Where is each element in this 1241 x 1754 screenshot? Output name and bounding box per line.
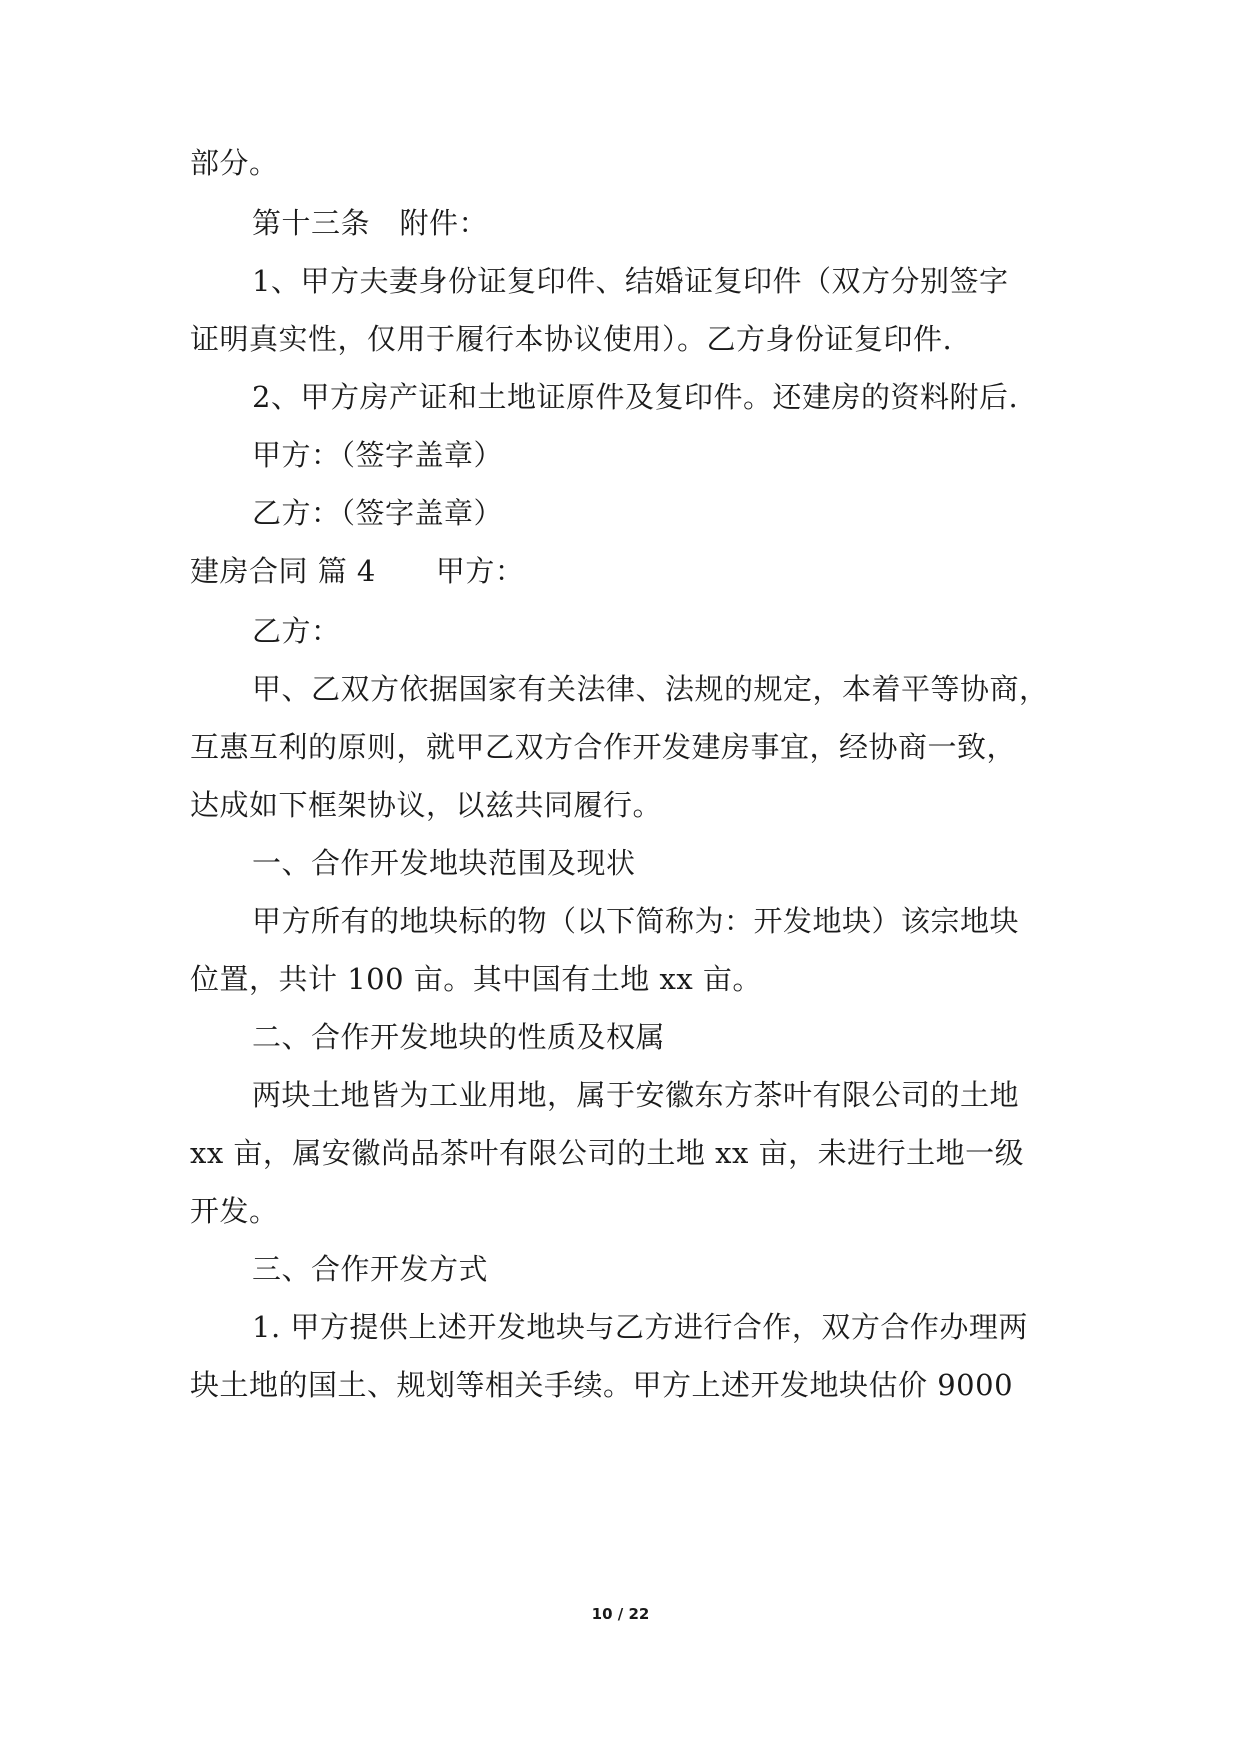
- text-line: 1、甲方夫妻身份证复印件、结婚证复印件（双方分别签字: [252, 264, 1009, 298]
- party-a-label: 甲方：: [435, 554, 525, 588]
- party-b-label: 乙方：: [252, 614, 341, 648]
- text-line: 达成如下框架协议，以兹共同履行。: [190, 788, 663, 822]
- text-line: 1. 甲方提供上述开发地块与乙方进行合作，双方合作办理两: [252, 1310, 1028, 1344]
- text-line: xx 亩，属安徽尚品茶叶有限公司的土地 xx 亩，未进行土地一级: [190, 1136, 1025, 1170]
- text-line: 两块土地皆为工业用地，属于安徽东方茶叶有限公司的土地: [252, 1078, 1020, 1112]
- text-line: 位置，共计 100 亩。其中国有土地 xx 亩。: [190, 962, 762, 996]
- section-heading: 一、合作开发地块范围及现状: [252, 846, 636, 880]
- contract-heading: [190, 551, 524, 591]
- text-line: 互惠互利的原则，就甲乙双方合作开发建房事宜，经协商一致，: [190, 730, 1017, 764]
- text-line: 甲、乙双方依据国家有关法律、法规的规定，本着平等协商，: [252, 672, 1049, 706]
- text-line: 2、甲方房产证和土地证原件及复印件。还建房的资料附后.: [252, 380, 1019, 414]
- signature-line-party-a: 甲方：（签字盖章）: [252, 438, 504, 472]
- section-heading: 二、合作开发地块的性质及权属: [252, 1020, 666, 1054]
- contract-title: 建房合同 篇 4: [190, 554, 376, 588]
- text-line: 证明真实性，仅用于履行本协议使用）。乙方身份证复印件.: [190, 322, 953, 356]
- section-heading: 三、合作开发方式: [252, 1252, 489, 1286]
- page-number: 10 / 22: [591, 1605, 650, 1623]
- text-line: 甲方所有的地块标的物（以下简称为：开发地块）该宗地块: [252, 904, 1020, 938]
- text-line: 块土地的国土、规划等相关手续。甲方上述开发地块估价 9000: [190, 1368, 1014, 1402]
- signature-line-party-b: 乙方：（签字盖章）: [252, 496, 504, 530]
- section-heading: 第十三条 附件：: [252, 206, 489, 240]
- text-line: 开发。: [190, 1194, 279, 1228]
- text-line: 部分。: [190, 146, 279, 180]
